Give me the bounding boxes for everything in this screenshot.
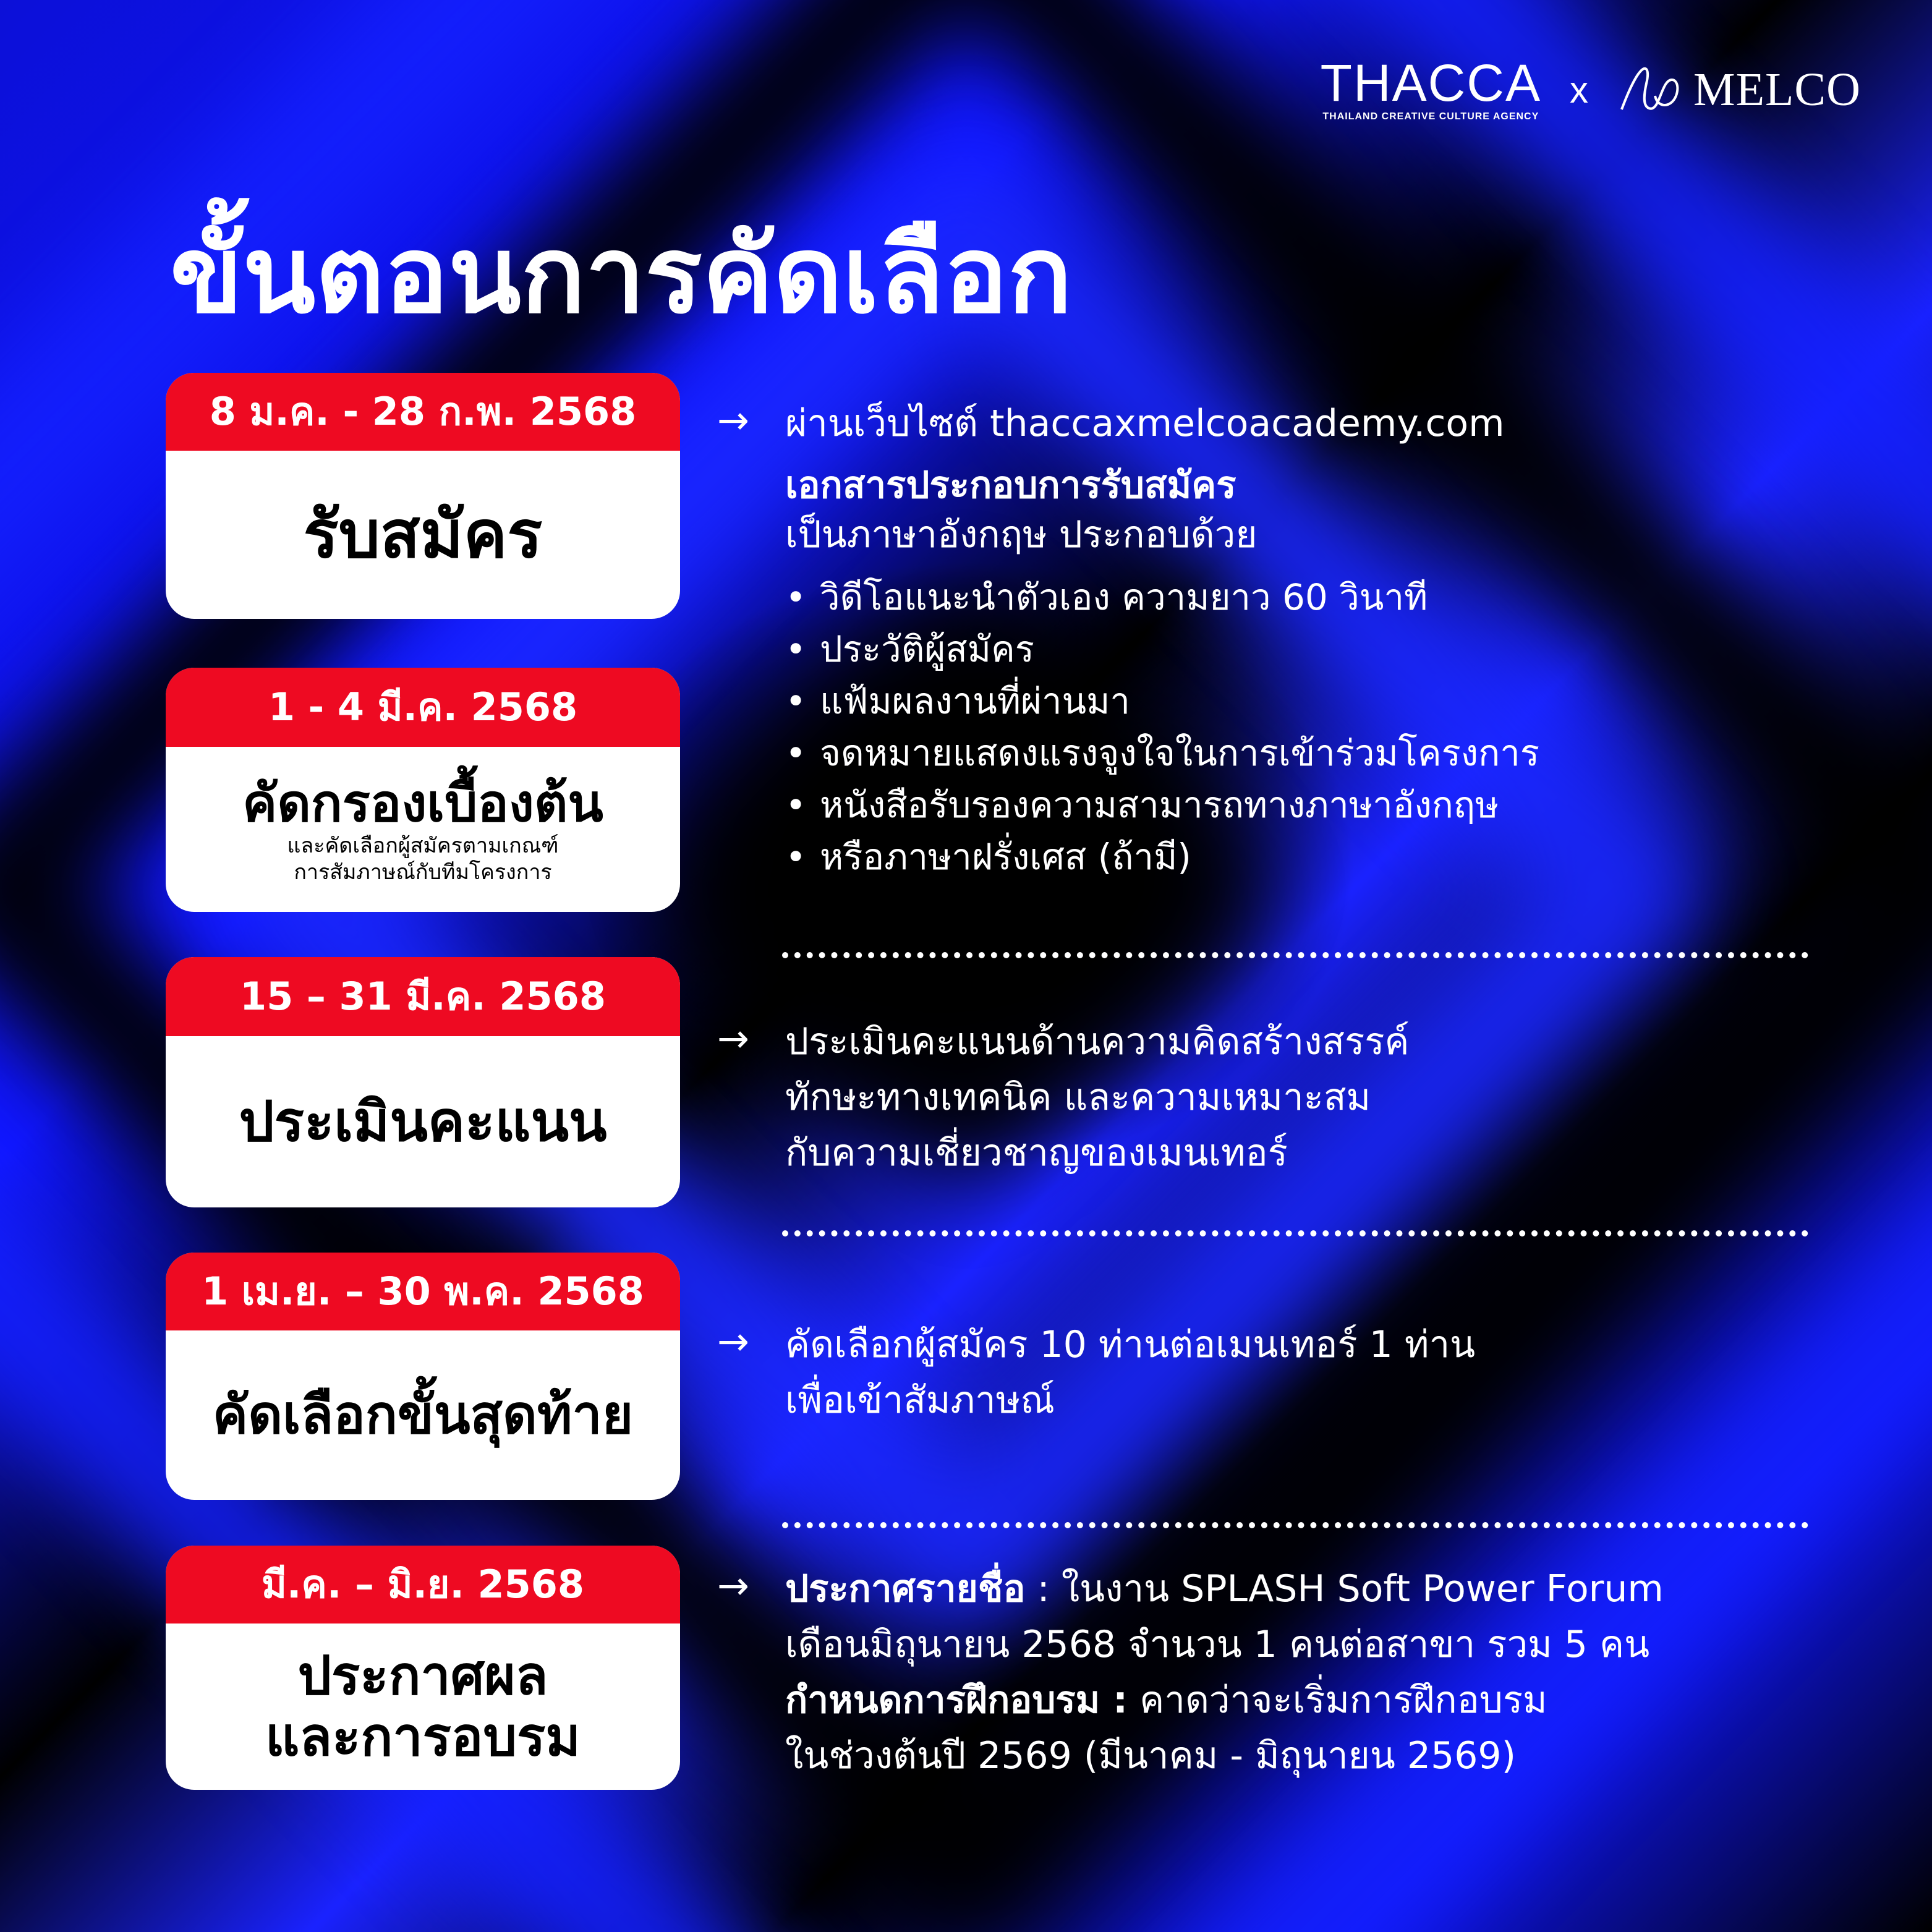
application-website: ผ่านเว็บไซต์ thaccaxmelcoacademy.com — [785, 402, 1505, 445]
partner-logos — [1320, 54, 1861, 122]
thacca-tagline: THAILAND CREATIVE CULTURE AGENCY — [1322, 111, 1539, 122]
stage-date: 1 เม.ย. – 30 พ.ค. 2568 — [166, 1253, 680, 1330]
training-label: กำหนดการฝึกอบรม : — [785, 1679, 1128, 1722]
thacca-wordmark: THACCA — [1320, 54, 1541, 112]
training-text-line2: ในช่วงต้นปี 2569 (มีนาคม - มิถุนายน 2569) — [785, 1734, 1517, 1777]
training-text: คาดว่าจะเริ่มการฝึกอบรม — [1128, 1679, 1547, 1722]
detail-line: กับความเชี่ยวชาญของเมนเทอร์ — [785, 1131, 1288, 1175]
stage-card-announcement — [166, 1546, 680, 1790]
stage-date: 15 – 31 มี.ค. 2568 — [166, 957, 680, 1036]
stage-name: คัดกรองเบื้องต้น — [242, 772, 603, 833]
melco-mark-icon — [1617, 65, 1685, 114]
stage-subtitle: การสัมภาษณ์กับทีมโครงการ — [294, 859, 552, 885]
list-item: • วิดีโอแนะนำตัวเอง ความยาว 60 วินาที — [785, 571, 1539, 623]
detail-line: เพื่อเข้าสัมภาษณ์ — [785, 1379, 1055, 1422]
stage-date: 1 - 4 มี.ค. 2568 — [166, 668, 680, 747]
dotted-divider — [782, 1522, 1808, 1528]
stage-card-screening — [166, 668, 680, 912]
announcement-details — [717, 1561, 1664, 1784]
documents-heading: เอกสารประกอบการรับสมัคร — [785, 464, 1236, 507]
evaluation-details — [717, 1014, 1410, 1181]
documents-list — [785, 571, 1539, 883]
detail-line: ประเมินคะแนนด้านความคิดสร้างสรรค์ — [785, 1020, 1410, 1063]
dotted-divider — [782, 952, 1808, 958]
final-selection-details — [717, 1317, 1475, 1428]
dotted-divider — [782, 1230, 1808, 1236]
announce-text-line2: เดือนมิถุนายน 2568 จำนวน 1 คนต่อสาขา รวม 5 คน — [785, 1623, 1650, 1666]
application-details — [717, 396, 1539, 883]
list-item-text: หรือภาษาฝรั่งเศส (ถ้ามี) — [820, 836, 1191, 879]
announce-text: : ในงาน SPLASH Soft Power Forum — [1025, 1567, 1664, 1611]
documents-subheading: เป็นภาษาอังกฤษ ประกอบด้วย — [785, 513, 1258, 556]
list-item: • จดหมายแสดงแรงจูงใจในการเข้าร่วมโครงการ — [785, 727, 1539, 779]
arrow-icon: → — [717, 398, 749, 443]
list-item: • แฟ้มผลงานที่ผ่านมา — [785, 675, 1539, 727]
melco-wordmark: MELCO — [1693, 63, 1861, 116]
arrow-icon: → — [717, 1563, 749, 1608]
detail-line: คัดเลือกผู้สมัคร 10 ท่านต่อเมนเทอร์ 1 ท่าน — [785, 1323, 1476, 1366]
stage-card-final-selection — [166, 1253, 680, 1500]
stage-date: มี.ค. – มิ.ย. 2568 — [166, 1546, 680, 1623]
list-item-continued — [785, 831, 1539, 883]
stage-name: รับสมัคร — [303, 496, 543, 573]
detail-line: ทักษะทางเทคนิค และความเหมาะสม — [785, 1076, 1371, 1119]
logo-separator: x — [1570, 69, 1588, 111]
stage-name: และการอบรม — [265, 1706, 581, 1768]
list-item: • ประวัติผู้สมัคร — [785, 623, 1539, 675]
stage-name: คัดเลือกขั้นสุดท้าย — [212, 1384, 634, 1446]
stage-name: ประเมินคะแนน — [239, 1089, 607, 1154]
announce-label: ประกาศรายชื่อ — [785, 1567, 1026, 1611]
stage-card-evaluation — [166, 957, 680, 1207]
arrow-icon: → — [717, 1319, 749, 1364]
melco-logo — [1617, 63, 1861, 117]
page-title: ขั้นตอนการคัดเลือก — [170, 213, 1073, 337]
arrow-icon: → — [717, 1016, 749, 1061]
stage-subtitle: และคัดเลือกผู้สมัครตามเกณฑ์ — [287, 833, 559, 859]
stage-date: 8 ม.ค. - 28 ก.พ. 2568 — [166, 373, 680, 451]
stage-name: ประกาศผล — [297, 1645, 548, 1707]
stage-card-application — [166, 373, 680, 619]
thacca-logo — [1320, 54, 1541, 122]
list-item: • หนังสือรับรองความสามารถทางภาษาอังกฤษ — [785, 779, 1539, 831]
